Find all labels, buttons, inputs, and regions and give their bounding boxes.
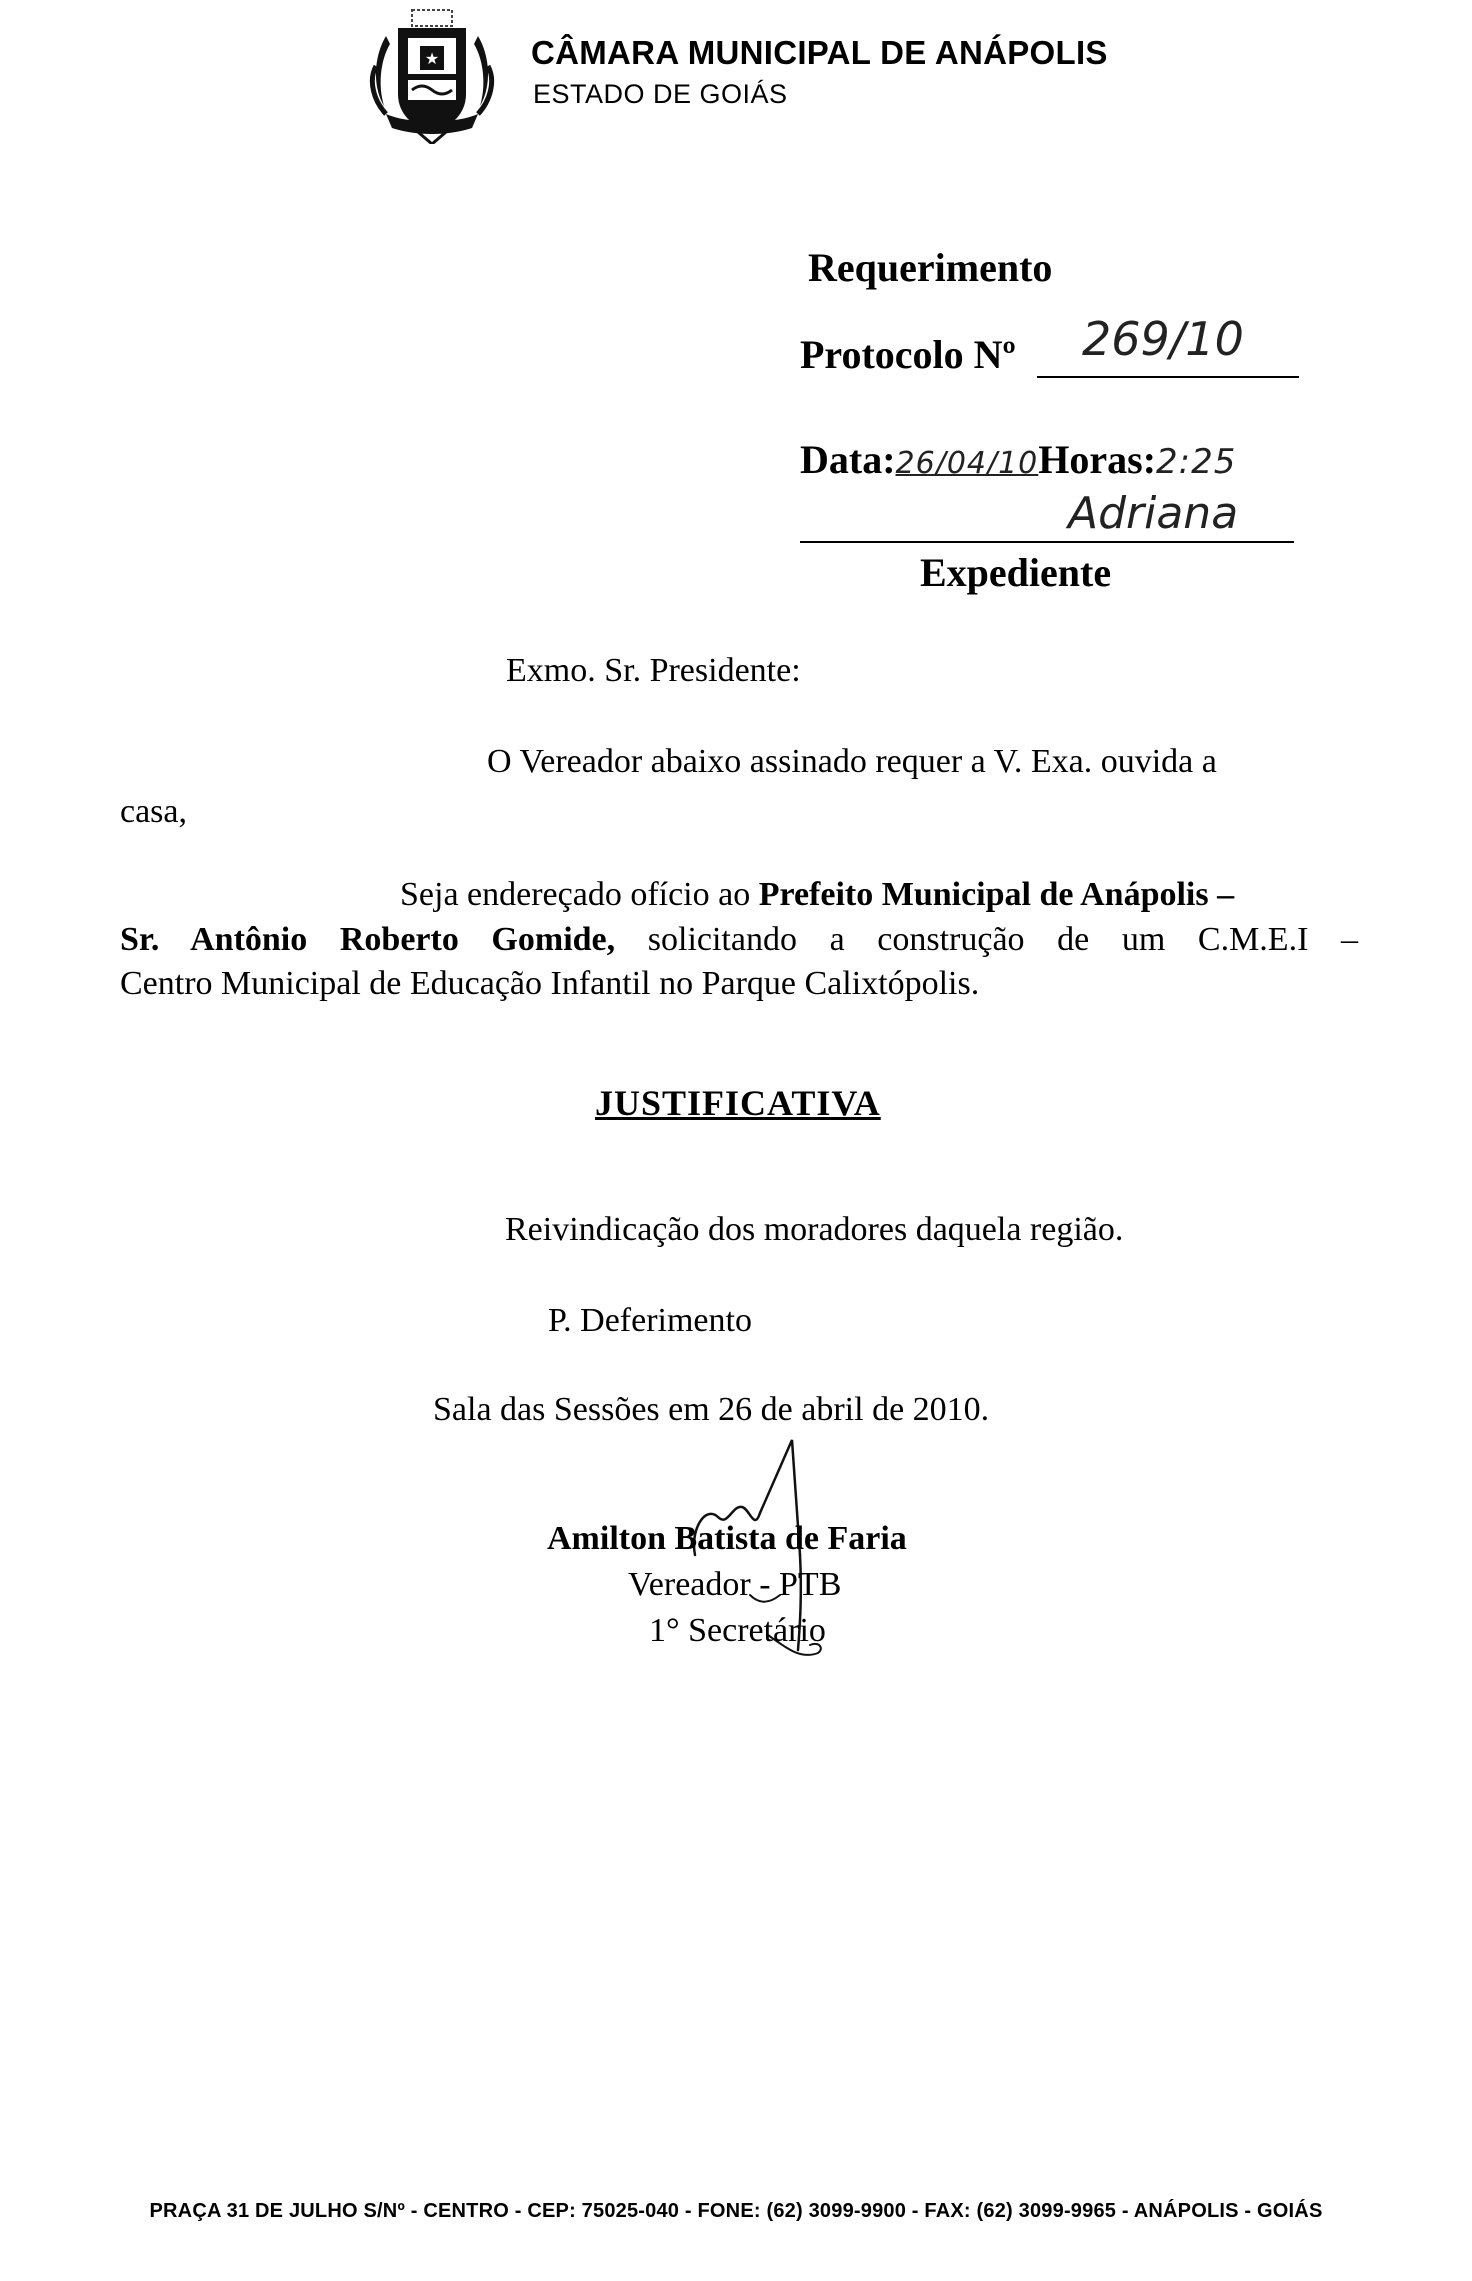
protocol-underline [1037,376,1299,378]
protocol-number: 269/10 [1082,312,1244,366]
paragraph-start: Seja endereçado ofício ao [400,876,759,913]
hours-label: Horas: [1038,437,1157,482]
signer-name: Amilton Batista de Faria [547,1520,907,1557]
place-date: Sala das Sessões em 26 de abril de 2010. [433,1391,990,1428]
salutation: Exmo. Sr. Presidente: [506,652,801,689]
municipal-coat-of-arms-icon [368,6,496,144]
protocol-label: Protocolo Nº [800,332,1016,377]
footer-address: PRAÇA 31 DE JULHO S/Nº - CENTRO - CEP: 75025-040 - FONE: (62) 3099-9900 - FAX: (62) 3099-9965 - ANÁPOLIS - GOIÁS [149,2200,1323,2222]
paragraph-line-2 [120,921,1358,959]
svg-text:★: ★ [424,49,440,68]
signer-role: Vereador - PTB [628,1566,842,1603]
paragraph-line-1 [400,876,1234,914]
org-state: ESTADO DE GOIÁS [533,79,788,109]
expedient-signature: Adriana [1068,488,1239,539]
deferimento: P. Deferimento [548,1302,752,1339]
date-value: 26/04/10 [895,446,1039,481]
mayor-name: Sr. Antônio Roberto Gomide, [120,921,616,958]
document-title: Requerimento [808,245,1053,290]
date-row [800,436,1236,483]
request-line: O Vereador abaixo assinado requer a V. Exa. ouvida a [487,743,1217,780]
date-label: Data: [800,437,896,482]
justification-title: JUSTIFICATIVA [595,1083,881,1123]
org-name: CÂMARA MUNICIPAL DE ANÁPOLIS [531,34,1108,71]
mayor-title: Prefeito Municipal de Anápolis – [758,876,1235,913]
paragraph-line-3: Centro Municipal de Educação Infantil no Parque Calixtópolis. [120,965,980,1002]
hours-value: 2:25 [1156,442,1237,482]
protocol-row [800,331,1016,378]
request-casa: casa, [120,793,188,830]
paragraph-middle: solicitando a construção de um C.M.E.I – [615,921,1358,958]
signer-post: 1° Secretário [649,1612,826,1649]
expedient-label: Expediente [920,550,1112,595]
expedient-underline [800,541,1294,543]
justification-text: Reivindicação dos moradores daquela região. [505,1211,1124,1248]
